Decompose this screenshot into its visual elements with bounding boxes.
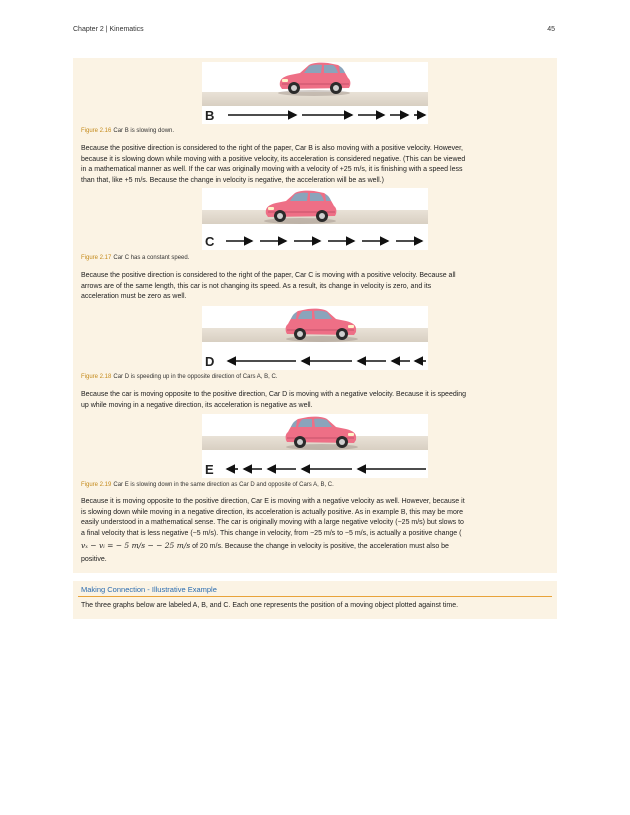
making-connection-box	[73, 581, 557, 619]
figure-letter: E	[205, 462, 214, 477]
text-line: up while moving in a negative direction, its acceleration is negative as well.	[81, 401, 313, 409]
caption-text: Car C has a constant speed.	[113, 255, 190, 261]
text-line: Because the positive direction is considered to the right of the paper, Car B is also moving with a positive velocity. However,	[81, 145, 463, 152]
figure-caption	[81, 255, 189, 261]
figure-car-e	[202, 414, 428, 478]
text-line: acceleration must be zero as well.	[81, 293, 187, 300]
text-line: because it is slowing down while moving with a positive velocity, its acceleration is considered negative. (This can be viewed	[81, 155, 466, 163]
paragraph-car-c	[81, 271, 551, 303]
figure-car-d	[202, 306, 428, 370]
example-panel	[73, 58, 557, 573]
paragraph-car-e	[81, 497, 551, 566]
figure-caption	[81, 374, 277, 380]
paragraph-car-d	[81, 390, 551, 411]
caption-text: Car D is speeding up in the opposite direction of Cars A, B, C.	[113, 374, 278, 380]
text-line: than that, like +5 m/s. Because the change in velocity is negative, the acceleration will be as well.)	[81, 176, 384, 184]
figure-caption	[81, 128, 174, 134]
car-b-illustration	[276, 62, 356, 98]
figure-number: Figure 2.17	[81, 255, 112, 261]
velocity-arrows	[224, 462, 428, 476]
velocity-arrows	[224, 354, 428, 368]
figure-car-c	[202, 188, 428, 250]
text-line: positive.	[81, 556, 107, 563]
velocity-arrows	[224, 234, 428, 248]
caption-text: Car E is slowing down in the same direction as Car D and opposite of Cars A, B, C.	[113, 482, 334, 488]
text-line: easily understood in a mathematical sense. The car is originally moving with a large negative velocity (−25 m/s) but slows to	[81, 519, 464, 526]
text-line-with-math	[81, 539, 551, 553]
figure-letter: C	[205, 234, 215, 249]
text-line: Because the positive direction is considered to the right of the paper, Car C is moving with a positive velocity. Because all	[81, 272, 456, 279]
running-header-chapter: Chapter 2 | Kinematics	[73, 26, 144, 33]
figure-caption	[81, 482, 334, 488]
text-line: Because it is moving opposite to the positive direction, Car E is moving with a negative velocity as well. However, because it	[81, 498, 465, 505]
figure-letter: D	[205, 354, 215, 369]
making-connection-text: The three graphs below are labeled A, B, and C. Each one represents the position of a moving object plotted against time.	[81, 602, 459, 609]
figure-number: Figure 2.18	[81, 374, 112, 380]
text-line: is slowing down while moving in a negative direction, its acceleration is actually positive. As in example B, this may be more	[81, 508, 464, 516]
text-span: of 20 m/s. Because the change in velocity is positive, the acceleration must also be	[190, 543, 449, 550]
text-line: a final velocity that is less negative (−5 m/s). This change in velocity, from −25 m/s to −5 m/s, is actually a positive change (	[81, 529, 462, 537]
figure-number: Figure 2.19	[81, 482, 112, 488]
figure-number: Figure 2.16	[81, 128, 112, 134]
text-line: Because the car is moving opposite to the positive direction, Car D is moving with a negative velocity. Because it is speeding	[81, 391, 467, 398]
figure-car-b	[202, 62, 428, 124]
car-d-illustration	[284, 308, 364, 344]
paragraph-car-b	[81, 144, 551, 186]
car-c-illustration	[262, 190, 342, 226]
making-connection-title: Making Connection - Illustrative Example	[81, 585, 217, 594]
title-rule	[78, 596, 552, 597]
text-line: in a mathematical manner as well. If the car was originally moving with a velocity of +25 m/s, it is finishing with a speed less	[81, 166, 463, 173]
page-number: 45	[547, 26, 555, 33]
figure-letter: B	[205, 108, 215, 123]
text-line: arrows are of the same length, this car is not changing its speed. As a result, its change in velocity is zero, and its	[81, 282, 432, 290]
velocity-change-equation: vₓ − vᵢ = − 5 m/s − − 25 m/s	[81, 541, 191, 550]
velocity-arrows	[224, 108, 428, 122]
car-e-illustration	[284, 416, 364, 452]
caption-text: Car B is slowing down.	[113, 128, 175, 134]
